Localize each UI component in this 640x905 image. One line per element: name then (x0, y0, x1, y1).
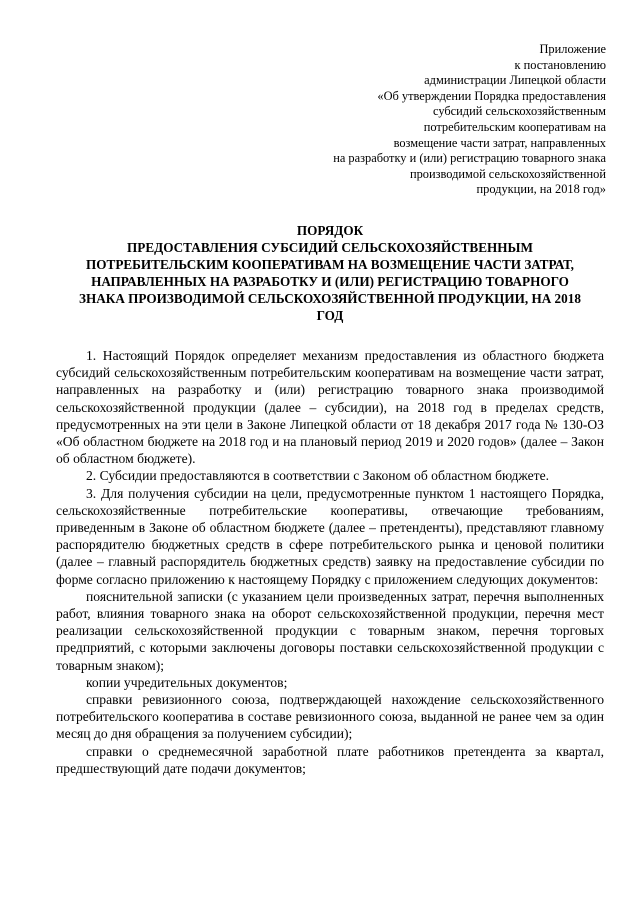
appendix-line: на разработку и (или) регистрацию товарного знака (333, 151, 606, 166)
appendix-line: производимой сельскохозяйственной (409, 166, 606, 181)
appendix-line: к постановлению (514, 57, 606, 72)
appendix-line: возмещение части затрат, направленных (393, 135, 606, 150)
title-line: ПРЕДОСТАВЛЕНИЯ СУБСИДИЙ СЕЛЬСКОХОЗЯЙСТВЕННЫМ (127, 240, 533, 255)
appendix-line: администрации Липецкой области (424, 73, 606, 88)
title-line: ЗНАКА ПРОИЗВОДИМОЙ СЕЛЬСКОХОЗЯЙСТВЕННОЙ ПРОДУКЦИИ, НА 2018 (79, 291, 581, 306)
appendix-line: потребительским кооперативам на (423, 119, 606, 134)
paragraph-2: 2. Субсидии предоставляются в соответствии с Законом об областном бюджете. (86, 468, 550, 484)
appendix-line: «Об утверждении Порядка предоставления (377, 88, 606, 103)
paragraph-3: 3. Для получения субсидии на цели, предусмотренные пунктом 1 настоящего Порядка, сельскохозяйственные потребительские кооперативы, отвечающие требованиям, приведенным в Законе об областном бюджете (далее – претенденты), представляют главному распорядителю бюджетных средств в сфере потребительского рынка и ценовой политики (далее – главный распорядитель бюджетных средств) заявку на предоставление субсидии по форме согласно приложению к настоящему Порядку с приложением следующих документов: (56, 485, 604, 587)
title-line: НАПРАВЛЕННЫХ НА РАЗРАБОТКУ И (ИЛИ) РЕГИСТРАЦИЮ ТОВАРНОГО (91, 274, 569, 289)
document-body (56, 347, 604, 777)
document-title (60, 222, 600, 324)
appendix-line: Приложение (539, 42, 606, 56)
list-item-audit-union-certificate: справки ревизионного союза, подтверждающей нахождение сельскохозяйственного потребительского кооператива в составе ревизионного союза, выданной не ранее чем за один месяц до дня обращения за получением субсидии); (56, 692, 604, 742)
paragraph-1: 1. Настоящий Порядок определяет механизм предоставления из областного бюджета субсидий сельскохозяйственным потребительским кооперативам на возмещение части затрат, направленных на разработку и (или) регистрацию товарного знака производимой сельскохозяйственной продукции (далее – субсидии), на 2018 год в пределах средств, предусмотренных на эти цели в Законе Липецкой области от 18 декабря 2017 года № 130-ОЗ «Об областном бюджете на 2018 год и на плановый период 2019 и 2020 годов» (далее – Закон об областном бюджете). (56, 348, 604, 467)
title-line: ПОТРЕБИТЕЛЬСКИМ КООПЕРАТИВАМ НА ВОЗМЕЩЕНИЕ ЧАСТИ ЗАТРАТ, (86, 257, 574, 272)
appendix-line: субсидий сельскохозяйственным (433, 104, 606, 119)
list-item-founding-documents: копии учредительных документов; (86, 674, 288, 690)
list-item-explanatory-note: пояснительной записки (с указанием цели произведенных затрат, перечня выполненных работ, влияния товарного знака на оборот сельскохозяйственной продукции, перечня мест реализации сельскохозяйственной продукции с товарным знаком, перечня торговых предприятий, с которыми заключены договоры поставки сельскохозяйственной продукции с товарным знаком); (56, 588, 604, 673)
appendix-line: продукции, на 2018 год» (476, 182, 606, 197)
title-line: ГОД (316, 308, 344, 323)
list-item-salary-certificate: справки о среднемесячной заработной плате работников претендента за квартал, предшествующий дате подачи документов; (56, 743, 604, 776)
title-line: ПОРЯДОК (296, 223, 364, 238)
appendix-header (266, 42, 606, 198)
